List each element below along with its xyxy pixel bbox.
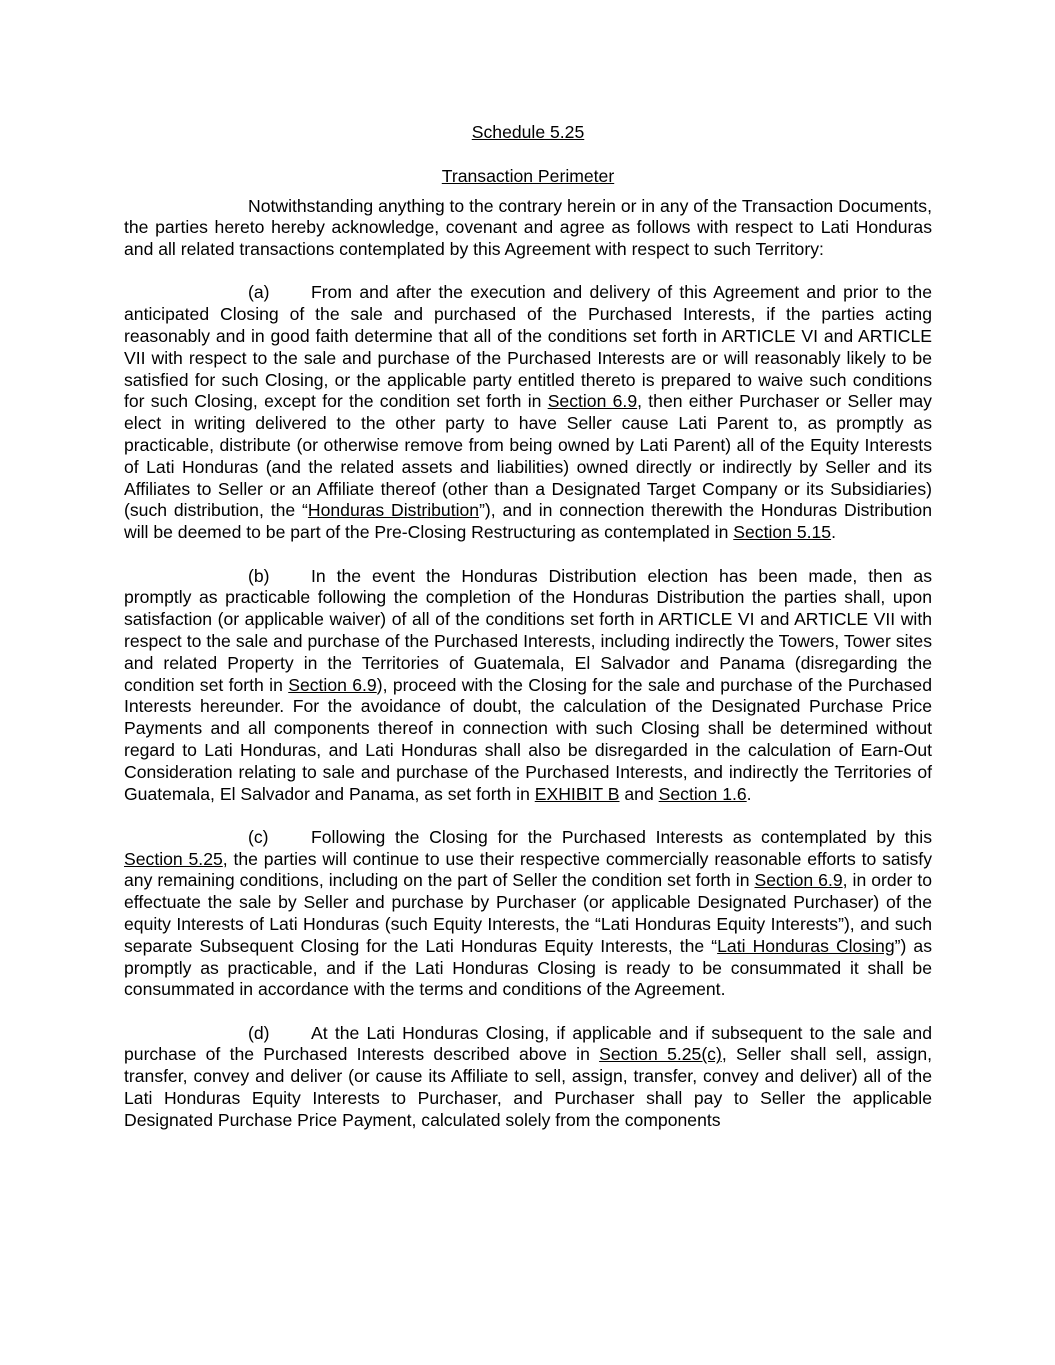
paragraph-text: , Seller shall sell, assign, transfer, convey and deliver (or cause its Affiliate to sell, assign, transfer, convey and deliver) all of the Lati Honduras Equity Interests to Purchaser, and Purchaser shall pay to Seller the applicable Designated Purchase Price Payment, calculated solely from the components [124, 1044, 932, 1130]
schedule-title: Schedule 5.25 [471, 122, 585, 142]
section-reference: Section 5.15 [733, 522, 832, 543]
paragraph-text: , the parties will continue to use their respective commercially reasonable efforts to satisfy any remaining conditions, including on the part of Seller the condition set forth in [124, 848, 932, 891]
paragraph-text: , then either Purchaser or Seller may elect in writing delivered to the other party to have Seller cause Lati Parent to, as promptly as practicable, distribute (or otherwise remove from being owned by Lati Parent) all of the Equity Interests of Lati Honduras (and the related assets and liabilities) owned directly or indirectly by Seller and its Affiliates to Seller or an Affiliate thereof (other than a Designated Target Company or its Subsidiaries) (such distribution, the “ [124, 391, 932, 521]
intro-paragraph [124, 196, 932, 261]
paragraph-d [124, 1023, 932, 1132]
paragraph-b [124, 566, 932, 806]
paragraph-text: . [831, 522, 836, 543]
paragraph-a [124, 282, 932, 544]
paragraph-text: At the Lati Honduras Closing, if applicable and if subsequent to the sale and purchase of the Purchased Interests described above in [124, 1022, 932, 1065]
section-reference: Section 5.25(c) [599, 1044, 722, 1065]
intro-text: Notwithstanding anything to the contrary herein or in any of the Transaction Documents, the parties hereto hereby acknowledge, covenant and agree as follows with respect to Lati Honduras and all related transactions contemplated by this Agreement with respect to such Territory: [124, 195, 932, 260]
paragraph-text: Following the Closing for the Purchased Interests as contemplated by this [311, 826, 932, 847]
section-reference: Section 6.9 [288, 674, 377, 695]
paragraph-text: . [746, 783, 752, 804]
paragraph-text: ”) as promptly as practicable, and if the Lati Honduras Closing is ready to be consummated it shall be consummated in accordance with the terms and conditions of the Agreement. [124, 935, 933, 1000]
paragraph-text: ), proceed with the Closing for the sale and purchase of the Purchased Interests hereunder. For the avoidance of doubt, the calculation of the Designated Purchase Price Payments and all components thereof in connection with such Closing shall be determined without regard to Lati Honduras, and Lati Honduras shall also be disregarded in the calculation of Earn-Out Consideration relating to sale and purchase of the Purchased Interests, and indirectly the Territories of Guatemala, El Salvador and Panama, as set forth in [124, 674, 932, 804]
paragraph-text: From and after the execution and delivery of this Agreement and prior to the anticipated Closing of the sale and purchased of the Purchased Interests, if the parties acting reasonably and in good faith determine that all of the conditions set forth in ARTICLE VI and ARTICLE VII with respect to the sale and purchase of the Purchased Interests are or will reasonably likely to be satisfied for such Closing, or the applicable party entitled thereto is prepared to waive such conditions for such Closing, except for the condition set forth in [124, 282, 932, 412]
paragraph-label: (b) [248, 565, 270, 586]
section-reference: Section 6.9 [754, 870, 843, 891]
schedule-subtitle: Transaction Perimeter [441, 165, 615, 186]
section-reference: Section 5.25 [124, 848, 223, 869]
paragraph-text: In the event the Honduras Distribution election has been made, then as promptly as practicable following the completion of the Honduras Distribution the parties shall, upon satisfaction (or applicable waiver) of all of the conditions set forth in ARTICLE VI and ARTICLE VII with respect to the sale and purchase of the Purchased Interests, including indirectly the Towers, Tower sites and related Property in the Territories of Guatemala, El Salvador and Panama (disregarding the condition set forth in [124, 565, 932, 695]
paragraph-label: (d) [248, 1022, 270, 1043]
section-reference: Section 1.6 [658, 783, 747, 804]
defined-term: Lati Honduras Closing [717, 935, 895, 956]
defined-term: Honduras Distribution [307, 500, 480, 521]
document-page [124, 122, 932, 1153]
paragraph-text: , in order to effectuate the sale by Seller and purchase by Purchaser (or applicable Designated Purchaser) of the equity Interests of Lati Honduras (such Equity Interests, the “Lati Honduras Equity Interests”), and such separate Subsequent Closing for the Lati Honduras Equity Interests, the “ [124, 870, 932, 956]
paragraph-text: ”), and in connection therewith the Honduras Distribution will be deemed to be part of the Pre-Closing Restructuring as contemplated in [124, 500, 932, 543]
exhibit-reference: EXHIBIT B [534, 783, 620, 804]
paragraph-label: (a) [248, 282, 270, 303]
section-reference: Section 6.9 [547, 391, 638, 412]
paragraph-c [124, 827, 932, 1001]
paragraph-text: and [619, 783, 659, 804]
paragraph-label: (c) [248, 826, 269, 847]
